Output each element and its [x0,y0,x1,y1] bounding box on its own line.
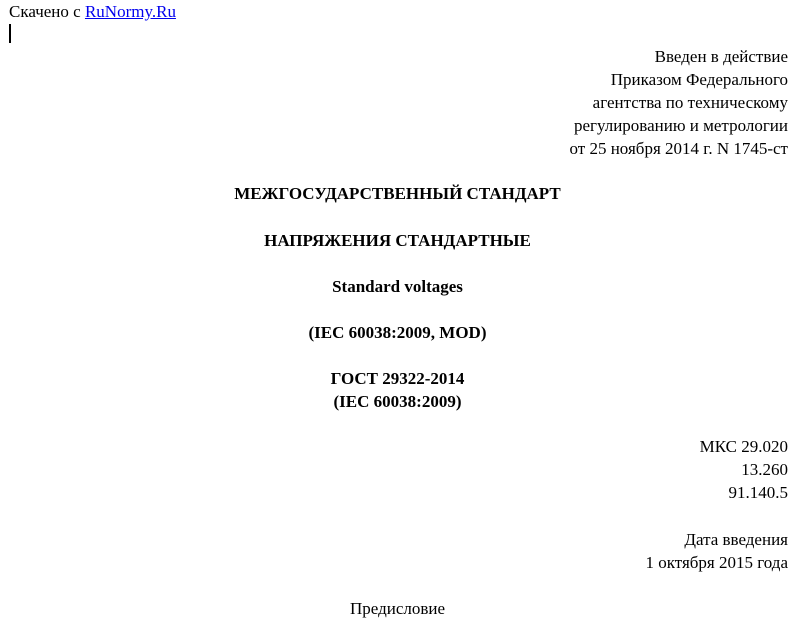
source-line [9,0,176,23]
intro-line: Приказом Федерального [610,70,788,89]
source-link[interactable]: RuNormy.Ru [84,2,176,21]
iec-reference: (IEC 60038:2009) [333,392,462,411]
source-prefix: Скачено с [9,2,81,21]
effective-date-value: 1 октября 2015 года [645,553,788,572]
document-title-ru: НАПРЯЖЕНИЯ СТАНДАРТНЫЕ [264,231,531,250]
intro-line: Введен в действие [654,47,788,66]
effective-date-label: Дата введения [684,530,788,549]
mks-code: МКС 29.020 [699,437,788,456]
classification-block [700,435,788,504]
document-title-en: Standard voltages [332,277,463,296]
effective-date-block [645,528,788,574]
standard-type-heading: МЕЖГОСУДАРСТВЕННЫЙ СТАНДАРТ [234,184,561,203]
introduction-block [570,45,789,160]
intro-line: агентства по техническому [592,93,788,112]
intro-line: регулированию и метрологии [573,116,788,135]
intro-line: от 25 ноября 2014 г. N 1745-ст [569,139,788,158]
iec-mod-reference: (IEC 60038:2009, MOD) [308,323,487,342]
mks-code: 13.260 [741,460,788,479]
gost-number: ГОСТ 29322-2014 [330,369,465,388]
section-title-foreword: Предисловие [349,599,446,618]
text-cursor [9,24,11,43]
mks-code: 91.140.5 [728,483,788,502]
